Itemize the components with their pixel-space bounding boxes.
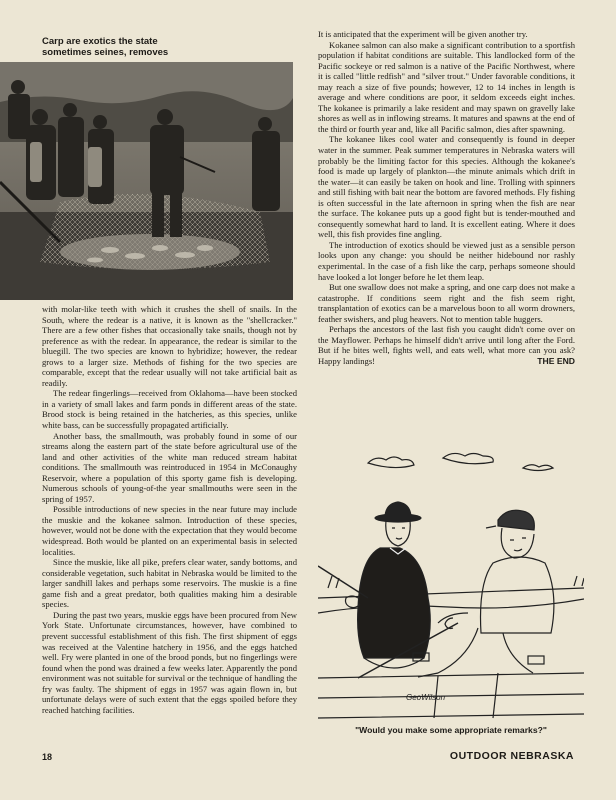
paragraph: Since the muskie, like all pike, prefers clear water, sandy bottoms, and considerable vegetation, such habitat in Nebraska would be limited to the larger sandhill lakes and perhaps some reservoirs. The muskie is a fine game fish and a great predator, both qualities making him a desirable species. xyxy=(42,557,297,610)
right-text-column xyxy=(318,29,575,440)
cartoon-caption: "Would you make some appropriate remarks?" xyxy=(355,725,547,735)
left-text-column xyxy=(42,304,297,744)
photo-caption-line-1: Carp are exotics the state xyxy=(42,36,158,47)
paragraph: During the past two years, muskie eggs have been procured from New York State. Unfortunate circumstances, however, have combined to prevent successful establishment of this fish. The first shipment of eggs was received at the Valentine hatchery in 1956, and the eggs hatched well. Fry were planted in one of the brood ponds, but no fingerlings were found when the pond was drained a few weeks later. Apparently the pond environment was not suitable for survival or the technique of handling the fry was faulty. The shipment of eggs in 1957 was again flown in, but unfortunate delays were of such extent that the eggs spoiled before they reached hatching facilities. xyxy=(42,609,297,715)
cartoonist-signature: GeoWilson xyxy=(406,693,446,702)
photo-caption-line-2: sometimes seines, removes xyxy=(42,47,169,58)
paragraph: The redear fingerlings—received from Oklahoma—have been stocked in a variety of small lakes and farm ponds in different areas of the state. Brood stock is being retained in the hatcheries, as this species, unlike white bass, can be successfully propagated artificially. xyxy=(42,388,297,431)
seining-scene-illustration xyxy=(0,62,293,300)
paragraph: But one swallow does not make a spring, and one carp does not make a catastrophe. If conditions seem right and the fish seem right, transplantation of exotics can be a marvelous boon to all worm drowners, feather swishers, and plug heavers. Not to mention table huggers. xyxy=(318,282,575,324)
carp-seining-photo xyxy=(0,62,293,300)
paragraph: The kokanee likes cool water and consequently is found in deeper water in the summer. Peak summer temperatures in Nebraska waters will probably be the limiting factor for this species. Although the kokanee's food is made up largely of plankton—the minute animals which drift in the water—it can easily be taken on hook and line. Trolling with spinners and still fishing with bait near the bottom are favored methods. Fly fishing is often successful in the late afternoon in spring when the fish are near the surface. The kokanee puts up a good fight but is tender-mouthed and consequently somewhat hard to land. It is excellent eating. Where it does well, this fish provides fine angling. xyxy=(318,134,575,240)
paragraph: It is anticipated that the experiment will be given another try. xyxy=(318,29,528,39)
fishing-cartoon xyxy=(318,448,584,723)
page-number: 18 xyxy=(42,752,53,762)
paragraph: Perhaps the ancestors of the last fish you caught didn't come over on the Mayflower. Perhaps he himself didn't arrive until long after the Ford. But if he bites well, fights well, and eats well, what more can you ask? Happy landings! xyxy=(318,324,575,366)
paragraph: with molar-like teeth with which it crushes the shell of snails. In the South, where the redear is a native, it is known as the "shellcracker." There are a few other fishes that occasionally take snails, though not by preference as with the redear. In appearance, the redear is similar to the bluegill. The two species are known to hybridize; however, the redear grows to a larger size. Methods of fishing for the two species are comparable, except that the redear usually will not take artificial bait as readily. xyxy=(42,304,297,388)
photo-caption xyxy=(42,36,292,58)
paragraph: The introduction of exotics should be viewed just as a sensible person looks upon any change: you should be neither hidebound nor rashly experimental. In the case of a fish like the carp, perhaps someone should have looked a lot longer before he let them leap. xyxy=(318,239,575,282)
paragraph: Possible introductions of new species in the near future may include the muskie and the kokanee salmon. Introduction of these species, however, would not be done with the expectation that they would become widespread. Both would be planted on an experimental basis in selected localities. xyxy=(42,504,297,557)
paragraph: Another bass, the smallmouth, was probably found in some of our streams along the eastern part of the state before agricultural use of the land and other activities of the white man reduced stream habitat conditions. The smallmouth was reintroduced in 1954 in McConaughy Reservoir, where a population of this sporty game fish is developing. Numerous schools of young-of-the year smallmouths were seen in the spring of 1957. xyxy=(42,430,297,504)
cartoon-drawing xyxy=(318,448,584,723)
paragraph: Kokanee salmon can also make a significant contribution to a sportfish population if habitat conditions are suitable. This landlocked form of the Pacific sockeye or red salmon is a native of the Pacific Northwest, where it is called "little redfish" and "silver trout." Under favorable conditions, it may reach a size of five pounds; however, 12 to 14 inches in length is average and where conditions are poor, it seldom exceeds eight inches. The kokanee is primarily a lake resident and may spawn on gravelly lake shores as well as in inflowing streams. It matures and spawns at the end of the third or fourth year and, like all Pacific salmon, dies after spawning. xyxy=(318,39,575,134)
the-end-mark: THE END xyxy=(537,355,575,366)
magazine-title: OUTDOOR NEBRASKA xyxy=(449,750,574,762)
